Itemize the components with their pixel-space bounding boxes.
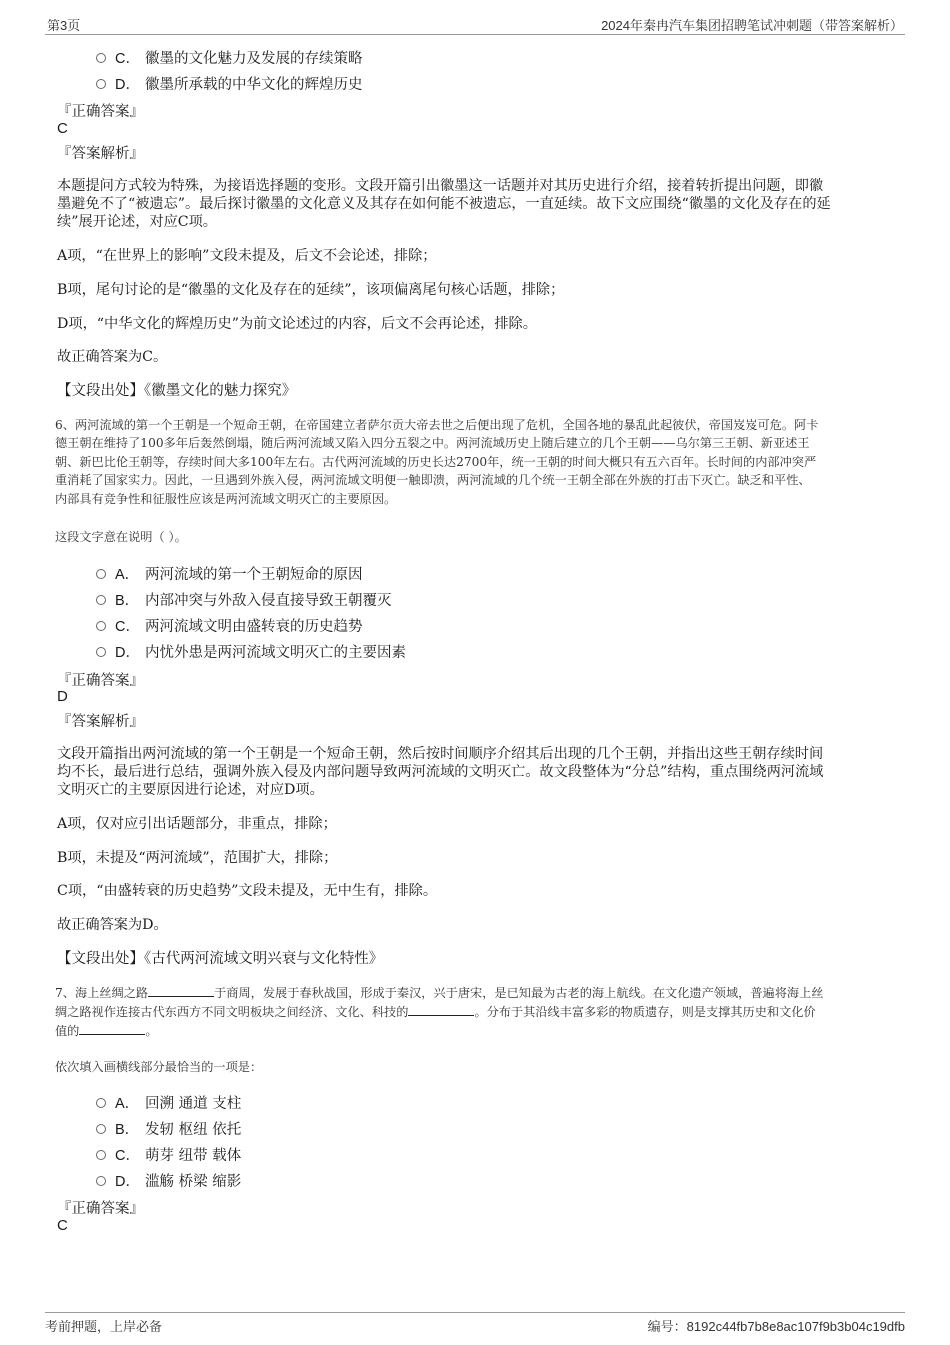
radio-icon[interactable] xyxy=(96,1176,106,1186)
radio-icon[interactable] xyxy=(96,53,106,63)
q6-stem-line: 重消耗了国家实力。因此，一旦遇到外族入侵，两河流域文明便一触即溃，两河流域的几个统一王朝全部在外族的打击下灭亡。缺乏和平性、 xyxy=(55,473,811,487)
q5-point-a: A项，“在世界上的影响”文段未提及，后文不会论述，排除； xyxy=(57,248,437,264)
option-text: 两河流域文明由盛转衰的历史趋势 xyxy=(145,619,363,635)
correct-answer-label: 『正确答案』 xyxy=(57,673,144,689)
q5-analysis-line: 本题提问方式较为特殊，为接语选择题的变形。文段开篇引出徽墨这一话题并对其历史进行介绍，接着转折提出问题，即徽 xyxy=(57,178,824,194)
q6-source xyxy=(57,947,383,968)
q6-answer: D xyxy=(57,688,68,705)
option-text: 内忧外患是两河流域文明灭亡的主要因素 xyxy=(145,645,406,661)
option-letter: C． xyxy=(115,51,140,67)
q6-analysis-line: 文段开篇指出两河流域的第一个王朝是一个短命王朝，然后按时间顺序介绍其后出现的几个王朝，并指出这些王朝存续时间 xyxy=(57,746,824,762)
option-letter: B． xyxy=(115,1122,140,1138)
option-text: 两河流域的第一个王朝短命的原因 xyxy=(145,567,363,583)
q5-point-b: B项，尾句讨论的是“徽墨的文化及存在的延续”，该项偏离尾句核心话题，排除； xyxy=(57,282,565,298)
q6-stem-line: 内部具有竞争性和征服性应该是两河流域文明灭亡的主要原因。 xyxy=(55,492,397,506)
option-letter: B． xyxy=(115,593,140,609)
q5-answer: C xyxy=(57,120,68,137)
q6-point-a: A项，仅对应引出话题部分，非重点，排除； xyxy=(57,816,337,832)
radio-icon[interactable] xyxy=(96,1098,106,1108)
q6-stem-line: 6、两河流域的第一个王朝是一个短命王朝，在帝国建立者萨尔贡大帝去世之后便出现了危机，全国各地的暴乱此起彼伏，帝国岌岌可危。阿卡 xyxy=(55,418,819,432)
q7-stem-text: 值的 xyxy=(55,1024,80,1038)
q6-prompt: 这段文字意在说明（ ）。 xyxy=(55,530,187,544)
option-letter: C． xyxy=(115,619,140,635)
source-prefix: 【文段出处】 xyxy=(57,951,144,967)
q7-stem-line xyxy=(55,1003,816,1020)
q5-analysis-line: 续”展开论述，对应C项。 xyxy=(57,214,217,230)
q7-stem-text: 。 xyxy=(145,1024,158,1038)
q7-stem-text: 。分布于其沿线丰富多彩的物质遗存，则是支撑其历史和文化价 xyxy=(474,1005,816,1019)
q6-conclusion: 故正确答案为D。 xyxy=(57,917,168,933)
analysis-label: 『答案解析』 xyxy=(57,714,144,730)
radio-icon[interactable] xyxy=(96,569,106,579)
option-text: 发轫 枢纽 依托 xyxy=(145,1122,242,1138)
radio-icon[interactable] xyxy=(96,647,106,657)
q7-stem-text: 于商周，发展于春秋战国，形成于秦汉，兴于唐宋，是已知最为古老的海上航线。在文化遗产领域，普遍将海上丝 xyxy=(214,986,824,1000)
option-letter: A． xyxy=(115,1096,140,1112)
option-letter: D． xyxy=(115,77,140,93)
analysis-label: 『答案解析』 xyxy=(57,146,144,162)
option-text: 萌芽 纽带 载体 xyxy=(145,1148,242,1164)
footer-slogan: 考前押题，上岸必备 xyxy=(45,1319,163,1334)
fill-blank xyxy=(408,1003,474,1016)
option-letter: D． xyxy=(115,645,140,661)
q5-point-d: D项，“中华文化的辉煌历史”为前文论述过的内容，后文不会再论述，排除。 xyxy=(57,316,537,332)
q6-stem-line: 朝、新巴比伦王朝等，存续时间大多100年左右。古代两河流域的历史长达2700年，统一王朝的时间大概只有五六百年。长时间的内部冲突严 xyxy=(55,455,817,469)
radio-icon[interactable] xyxy=(96,621,106,631)
option-text: 回溯 通道 支柱 xyxy=(145,1096,242,1112)
q7-stem-line xyxy=(55,1022,158,1039)
q6-point-c: C项，“由盛转衰的历史趋势”文段未提及，无中生有，排除。 xyxy=(57,883,438,899)
q7-stem-line xyxy=(55,984,823,1001)
option-text: 滥觞 桥梁 缩影 xyxy=(145,1174,242,1190)
q5-source xyxy=(57,379,296,400)
radio-icon[interactable] xyxy=(96,595,106,605)
q5-conclusion: 故正确答案为C。 xyxy=(57,349,168,365)
correct-answer-label: 『正确答案』 xyxy=(57,1201,144,1217)
radio-icon[interactable] xyxy=(96,1124,106,1134)
fill-blank xyxy=(148,984,214,997)
option-text: 徽墨所承载的中华文化的辉煌历史 xyxy=(145,77,363,93)
q7-answer: C xyxy=(57,1217,68,1234)
radio-icon[interactable] xyxy=(96,79,106,89)
source-prefix: 【文段出处】 xyxy=(57,383,144,399)
q7-stem-text: 7、海上丝绸之路 xyxy=(55,986,149,1000)
option-letter: A． xyxy=(115,567,140,583)
correct-answer-label: 『正确答案』 xyxy=(57,104,144,120)
q6-analysis-line: 文明灭亡的主要原因进行论述，对应D项。 xyxy=(57,782,324,798)
option-letter: C． xyxy=(115,1148,140,1164)
q7-stem-text: 绸之路视作连接古代东西方不同文明板块之间经济、文化、科技的 xyxy=(55,1005,409,1019)
page-footer xyxy=(45,1312,905,1335)
document-code: 编号：8192c44fb7b8e8ac107f9b3b04c19dfb xyxy=(647,1319,905,1334)
option-text: 徽墨的文化魅力及发展的存续策略 xyxy=(145,51,363,67)
page-header xyxy=(45,14,905,35)
option-letter: D． xyxy=(115,1174,140,1190)
q6-stem-line: 德王朝在维持了100多年后轰然倒塌，随后两河流域又陷入四分五裂之中。两河流域历史上随后建立的几个王朝——乌尔第三王朝、新亚述王 xyxy=(55,436,810,450)
fill-blank xyxy=(79,1022,145,1035)
q5-analysis-line: 墨避免不了“被遗忘”。最后探讨徽墨的文化意义及其存在如何能不被遗忘，一直延续。故下文应围绕“徽墨的文化及存在的延 xyxy=(57,196,831,212)
page-number: 第3页 xyxy=(47,18,81,33)
source-title: 《徽墨文化的魅力探究》 xyxy=(144,383,297,399)
q7-prompt: 依次填入画横线部分最恰当的一项是： xyxy=(55,1060,263,1074)
radio-icon[interactable] xyxy=(96,1150,106,1160)
q6-point-b: B项，未提及“两河流域”，范围扩大，排除； xyxy=(57,850,338,866)
q6-analysis-line: 均不长，最后进行总结，强调外族入侵及内部问题导致两河流域的文明灭亡。故文段整体为“分总”结构，重点围绕两河流域 xyxy=(57,764,824,780)
option-text: 内部冲突与外敌入侵直接导致王朝覆灭 xyxy=(145,593,392,609)
document-title: 2024年秦冉汽车集团招聘笔试冲刺题（带答案解析） xyxy=(601,18,903,33)
source-title: 《古代两河流域文明兴衰与文化特性》 xyxy=(144,951,384,967)
